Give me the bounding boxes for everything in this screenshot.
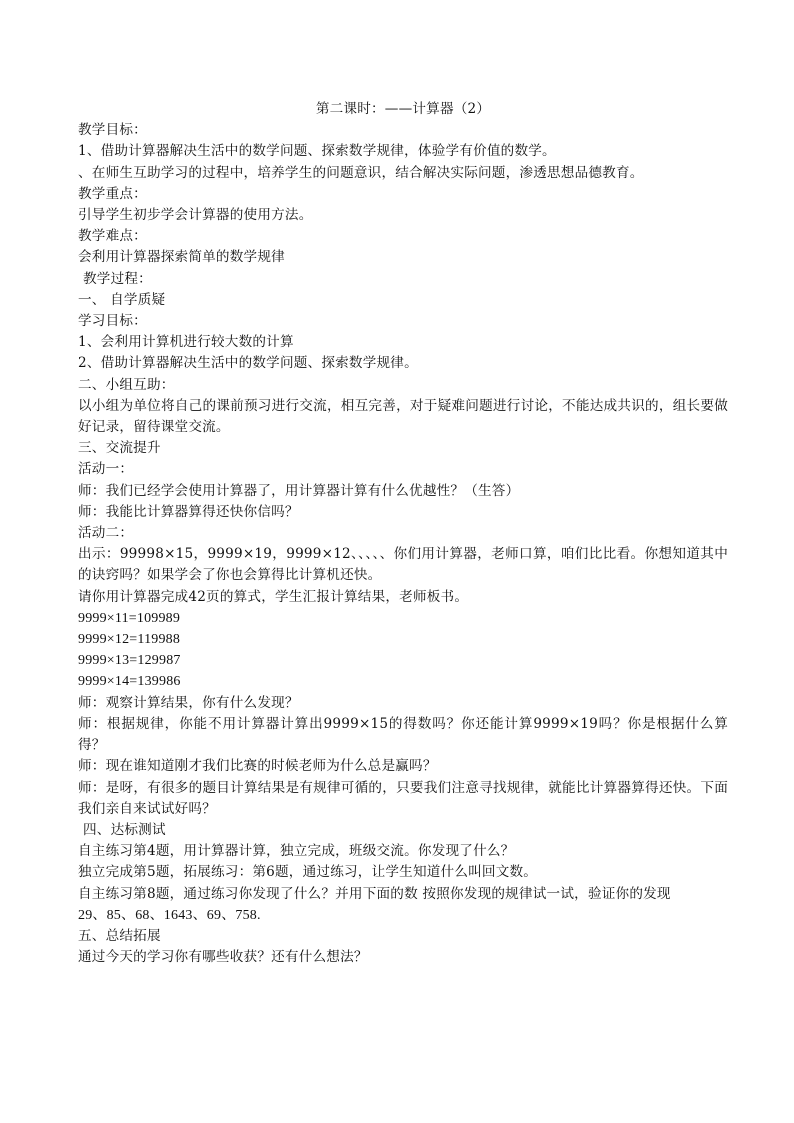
teacher-paragraph-rule: 师：根据规律，你能不用计算器计算出9999×15的得数吗？你还能计算9999×19吗？你是根据什么算得？: [78, 715, 728, 754]
group-discussion-paragraph: 以小组为单位将自己的课前预习进行交流，相互完善，对于疑难问题进行讨论，不能达成共识的，组长要做好记录，留待课堂交流。: [78, 397, 728, 436]
section-heading-difficulties: 教学难点：: [78, 228, 147, 245]
section-heading-objectives: 教学目标：: [78, 122, 147, 139]
teacher-line-2: 师：我能比计算器算得还快你信吗？: [78, 503, 299, 520]
teacher-line-3: 师：观察计算结果，你有什么发现？: [78, 694, 299, 711]
step-three-heading: 三、交流提升: [78, 440, 161, 457]
instruction-line: 请你用计算器完成42页的算式，学生汇报计算结果，老师板书。: [78, 588, 469, 605]
practice-line-1: 自主练习第4题，用计算器计算，独立完成，班级交流。你发现了什么？: [78, 843, 515, 860]
equation-line-1: 9999×11=109989: [78, 610, 181, 626]
display-paragraph: 出示：99998×15，9999×19，9999×12、、、、、你们用计算器，老师口算，咱们比比看。你想知道其中的诀窍吗？如果学会了你也会算得比计算机还快。: [78, 546, 728, 584]
step-one-heading: 一、 自学质疑: [78, 291, 166, 308]
equation-line-4: 9999×14=139986: [78, 674, 181, 690]
practice-line-2: 独立完成第5题，拓展练习：第6题，通过练习，让学生知道什么叫回文数。: [78, 864, 538, 881]
equation-line-2: 9999×12=119988: [78, 632, 181, 648]
section-heading-process: 教学过程：: [83, 270, 152, 287]
objective-line-1: 1、借助计算器解决生活中的数学问题、探索数学规律，体验学有价值的数学。: [78, 143, 556, 160]
activity-two-heading: 活动二：: [78, 525, 134, 542]
section-heading-key-points: 教学重点：: [78, 185, 147, 202]
activity-one-heading: 活动一：: [78, 461, 134, 478]
key-point-text: 引导学生初步学会计算器的使用方法。: [78, 207, 313, 224]
number-list: 29、85、68、1643、69、758.: [78, 907, 261, 923]
step-four-heading: 四、达标测试: [83, 821, 166, 838]
learning-goal-1: 1、会利用计算机进行较大数的计算: [78, 334, 294, 351]
document-title: 第二课时：——计算器（2）: [315, 101, 491, 117]
equation-line-3: 9999×13=129987: [78, 653, 181, 669]
learning-goals-heading: 学习目标：: [78, 313, 147, 330]
practice-paragraph-3: 自主练习第8题，通过练习你发现了什么？并用下面的数 按照你发现的规律试一试，验证你的发现: [78, 885, 671, 902]
teacher-paragraph-pattern: 师：是呀，有很多的题目计算结果是有规律可循的，只要我们注意寻找规律，就能比计算器算得还快。下面我们亲自来试试好吗？: [78, 779, 728, 817]
objective-line-2: 、在师生互助学习的过程中，培养学生的问题意识，结合解决实际问题，渗透思想品德教育。: [78, 164, 644, 181]
step-five-heading: 五、总结拓展: [78, 927, 161, 944]
step-two-heading: 二、小组互助：: [78, 376, 175, 393]
teacher-line-4: 师：现在谁知道刚才我们比赛的时候老师为什么总是赢吗？: [78, 758, 437, 775]
teacher-line-1: 师：我们已经学会使用计算器了，用计算器计算有什么优越性？（生答）: [78, 482, 520, 499]
closing-question: 通过今天的学习你有哪些收获？还有什么想法？: [78, 949, 368, 966]
difficulty-text: 会利用计算器探索简单的数学规律: [78, 249, 285, 266]
document-body: [78, 99, 728, 968]
learning-goal-2: 2、借助计算器解决生活中的数学问题、探索数学规律。: [78, 355, 418, 372]
